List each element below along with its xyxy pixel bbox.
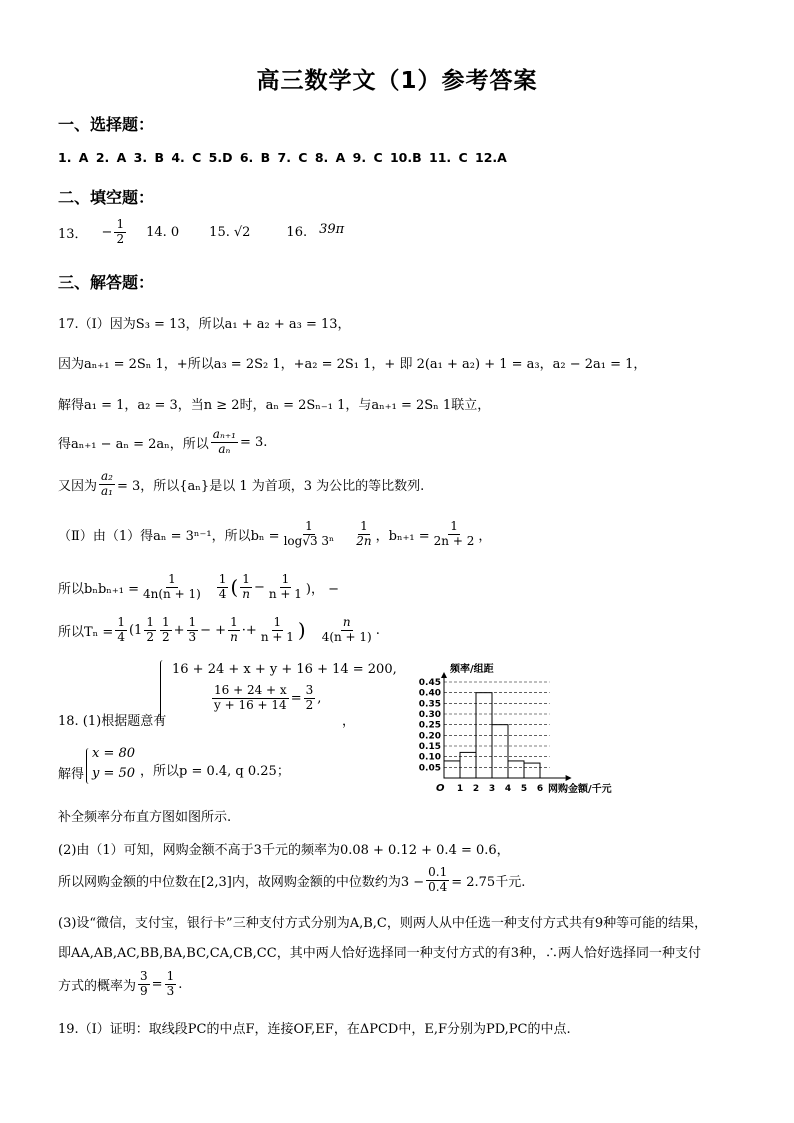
y-tick-label: 0.10 — [418, 752, 441, 763]
q17-tn-f4 — [187, 616, 199, 645]
q17-tn-result-num: n — [342, 615, 351, 629]
q17-1n1-den: n + 1 — [268, 586, 302, 601]
y-tick-label: 0.20 — [418, 731, 441, 742]
x-tick-label: 3 — [488, 784, 496, 794]
histogram-bar — [444, 761, 460, 778]
q19-line-1: 19.（Ⅰ）证明：取线段PC的中点F，连接OF,EF，在ΔPCD中，E,F分别为PD,PC的中点. — [58, 1022, 571, 1037]
q18-eq2-comma: , — [317, 690, 322, 706]
q17-tn-f2-den: 2 — [146, 629, 154, 644]
q17-tn-result — [320, 616, 374, 645]
q18-prob-fraction-2 — [165, 970, 177, 999]
q18-prob-1-den: 9 — [140, 983, 148, 998]
q17-tn-f3-den: 2 — [161, 629, 170, 644]
q18-prob-period: . — [178, 976, 183, 992]
q17-tn-result-den: 4(n + 1) — [321, 629, 372, 644]
q18-equation-1: 16 + 24 + x + y + 16 + 14 = 200, — [172, 662, 397, 677]
q17-minus: − — [253, 579, 265, 595]
x-axis-label: 网购金额/千元 — [548, 784, 612, 795]
q18-line-1: 18. (1)根据题意有 — [58, 714, 167, 729]
q18-line-7: 即AA,AB,AC,BB,BA,BC,CA,CB,CC，其中两人恰好选择同一种支付方式的有3种，∴两人恰好选择同一种支付 — [58, 946, 701, 961]
q14-answer: 14. 0 — [146, 224, 180, 240]
histogram-svg — [412, 660, 622, 800]
q17-quarter-num: 1 — [218, 572, 227, 586]
y-tick-label: 0.05 — [418, 763, 441, 774]
histogram-bar — [460, 752, 476, 778]
q17-1n-fraction — [240, 573, 252, 602]
q17-tn-f2-num: 1 — [146, 615, 154, 629]
q18-prob-2-num: 1 — [166, 969, 175, 983]
q17-line-5-tail: = 3，所以{aₙ}是以 1 为首项，3 为公比的等比数列. — [116, 478, 425, 494]
x-tick-label: 5 — [520, 784, 528, 794]
q17-tn-dot: ·+ — [241, 622, 257, 638]
q15-label: 15. — [209, 224, 230, 240]
q18-eq2-num: 16 + 24 + x — [214, 683, 287, 697]
q18-line-8-text: 方式的概率为 — [58, 978, 137, 994]
q18-line-8 — [58, 970, 182, 999]
q17-tn-f4-num: 1 — [188, 615, 197, 629]
q16-value: 39π — [319, 221, 345, 237]
q18-prob-2-den: 3 — [166, 983, 175, 998]
x-tick-label: 1 — [456, 784, 464, 794]
q16-label: 16. — [286, 224, 308, 240]
y-tick-label: 0.35 — [418, 699, 441, 710]
origin-label: O — [436, 783, 445, 794]
q17-line-7-tail: )， − — [305, 581, 340, 597]
q17-tn-dots: − + — [200, 622, 227, 638]
q17-tn-close: ) — [297, 618, 306, 643]
q17-bn-fraction-2 — [354, 520, 373, 549]
q17-tn-f5 — [228, 616, 240, 645]
q17-ratio-den: aₙ — [218, 441, 231, 456]
q17-tn-f3-num: 1 — [161, 615, 170, 629]
section-heading-solve: 三、解答题： — [58, 273, 155, 292]
y-tick-label: 0.15 — [418, 742, 441, 752]
q18-median-fraction — [426, 866, 449, 895]
q17-tn-open: (1 — [128, 622, 143, 638]
q17-a2a1-num: a₂ — [101, 469, 113, 483]
q17-bn-fraction — [282, 520, 337, 549]
x-tick-label: 4 — [504, 784, 512, 794]
q17-bn2-den: 2n — [356, 533, 372, 548]
q17-tn-f3 — [160, 616, 172, 645]
q17-quarter-den: 4 — [218, 586, 227, 601]
q18-prob-1-num: 3 — [140, 969, 148, 983]
q17-line-5 — [58, 470, 424, 499]
q18-comma: ， — [342, 714, 356, 729]
y-tick-label: 0.25 — [418, 720, 441, 731]
q17-tn-f6-den: n + 1 — [260, 629, 294, 644]
q17-tn-quarter-den: 4 — [117, 629, 125, 644]
histogram-bar — [508, 761, 524, 778]
q18-solution-y: y = 50 — [92, 766, 136, 781]
q17-1n1-fraction — [267, 573, 304, 602]
q17-bn-num: 1 — [305, 519, 313, 533]
q17-line-6-tail: ， — [478, 528, 492, 544]
x-axis-arrow — [566, 775, 572, 781]
section-heading-mcq: 一、选择题： — [58, 115, 155, 134]
mcq-answers: 1. A 2. A 3. B 4. C 5.D 6. B 7. C 8. A 9. C 10.B 11. C 12.A — [58, 150, 507, 165]
q17-tn-f5-num: 1 — [230, 615, 238, 629]
q18-eq2-ratio-den: 2 — [305, 697, 314, 712]
q18-line-5 — [58, 866, 525, 895]
q18-eq2-den: y + 16 + 14 — [214, 697, 287, 712]
q13-fraction — [114, 218, 126, 247]
section-heading-fill: 二、填空题： — [58, 188, 155, 207]
q18-prob-equals: = — [151, 976, 163, 992]
q13-numerator: 1 — [116, 217, 125, 231]
q18-eq2-ratio-num: 3 — [305, 683, 314, 697]
q17-line-7-text: 所以bₙbₙ₊₁ = — [58, 581, 139, 597]
q17-line-3: 解得a₁ = 1，a₂ = 3，当n ≥ 2时，aₙ = 2Sₙ₋₁ 1，与aₙ₊₁ = 2Sₙ 1联立， — [58, 398, 491, 413]
q17-prod-num: 1 — [168, 572, 176, 586]
q18-solution-brace — [86, 748, 89, 784]
q17-line-7 — [58, 573, 339, 602]
q17-tn-f6-num: 1 — [273, 615, 282, 629]
q13-label: 13． — [58, 226, 88, 242]
q17-line-6-mid: ，bₙ₊₁ = — [375, 528, 430, 544]
q17-line-1: 17.（Ⅰ）因为S₃ = 13，所以a₁ + a₂ + a₃ = 13， — [58, 317, 351, 332]
q17-tn-f4-den: 3 — [188, 629, 197, 644]
q18-line-3: 补全频率分布直方图如图所示. — [58, 810, 232, 825]
histogram-bar — [492, 725, 508, 778]
q18-prob-fraction-1 — [138, 970, 150, 999]
q17-1n1-num: 1 — [281, 572, 290, 586]
q17-tn-f5-den: n — [230, 629, 238, 644]
x-tick-label: 6 — [536, 784, 544, 794]
fill-answers — [58, 218, 344, 247]
q17-ratio-fraction — [211, 428, 238, 457]
x-tick-label: 2 — [472, 784, 480, 794]
q18-line-2: ，所以p = 0.4, q 0.25； — [140, 764, 290, 779]
q18-line-4: (2)由（1）可知，网购金额不高于3千元的频率为0.08 + 0.12 + 0.4 = 0.6， — [58, 843, 510, 858]
q17-line-8-text: 所以Tₙ = — [58, 624, 114, 640]
q17-bn1-den: 2n + 2 — [433, 533, 475, 548]
q13-sign: − — [101, 224, 113, 240]
q17-ratio-num: aₙ₊₁ — [212, 427, 236, 441]
q18-line-6: (3)设“微信，支付宝，银行卡”三种支付方式分别为A,B,C，则两人从中任选一种支付方式共有9种等可能的结果， — [58, 916, 708, 931]
y-axis-arrow — [441, 672, 447, 678]
q18-line-5-text: 所以网购金额的中位数在[2,3]内，故网购金额的中位数约为3 − — [58, 874, 425, 890]
q17-line-4-text: 得aₙ₊₁ − aₙ = 2aₙ，所以 — [58, 436, 209, 452]
q18-median-den: 0.4 — [428, 879, 448, 894]
q17-bn1-fraction — [432, 520, 477, 549]
q18-solution-x: x = 80 — [92, 746, 136, 761]
q17-bn2-num: 1 — [360, 519, 368, 533]
y-tick-label: 0.40 — [418, 688, 441, 699]
histogram-bar — [524, 763, 540, 778]
q18-eq2-equals: = — [290, 690, 302, 706]
q17-a2a1-fraction — [99, 470, 115, 499]
q17-line-4 — [58, 428, 267, 457]
y-axis-label: 频率/组距 — [450, 664, 494, 675]
q18-solved-label: 解得 — [58, 767, 85, 782]
q17-line-8 — [58, 616, 380, 645]
y-tick-label: 0.30 — [418, 710, 441, 720]
q18-eq2-fraction — [212, 684, 289, 713]
q17-paren-open: ( — [230, 575, 239, 600]
q15-value: √2 — [233, 224, 251, 240]
q17-prod-fraction — [141, 573, 203, 602]
q18-eq2-ratio — [304, 684, 316, 713]
q17-a2a1-den: a₁ — [101, 483, 113, 498]
q17-tn-plus: + — [173, 622, 185, 638]
q17-line-4-tail: = 3. — [239, 434, 268, 450]
frequency-histogram — [412, 660, 622, 800]
q17-bn-den: log√3 3ⁿ — [283, 533, 335, 548]
q17-1n-den: n — [242, 586, 250, 601]
q17-line-2: 因为aₙ₊₁ = 2Sₙ 1，+所以a₃ = 2S₂ 1，+a₂ = 2S₁ 1，+ 即 2(a₁ + a₂) + 1 = a₃，a₂ − 2a₁ = 1， — [58, 357, 647, 372]
q17-1n-num: 1 — [242, 572, 250, 586]
q17-line-6-text: （Ⅱ）由（1）得aₙ = 3ⁿ⁻¹，所以bₙ = — [58, 528, 280, 544]
page-title: 高三数学文（1）参考答案 — [256, 68, 538, 94]
q17-tn-period: . — [375, 622, 380, 638]
q17-prod-den: 4n(n + 1) — [143, 586, 201, 601]
q17-quarter-fraction — [217, 573, 229, 602]
q17-tn-f6 — [259, 616, 296, 645]
q18-line-5-tail: = 2.75千元. — [451, 874, 526, 890]
q17-line-5-text: 又因为 — [58, 478, 98, 494]
q18-median-num: 0.1 — [428, 865, 448, 879]
y-tick-label: 0.45 — [418, 678, 441, 688]
q13-denominator: 2 — [116, 231, 125, 246]
q18-equation-2 — [210, 684, 321, 713]
q17-tn-quarter — [115, 616, 127, 645]
q17-line-6 — [58, 520, 491, 549]
q17-tn-quarter-num: 1 — [117, 615, 125, 629]
q17-tn-f2 — [144, 616, 156, 645]
q17-bn1-num: 1 — [450, 519, 458, 533]
